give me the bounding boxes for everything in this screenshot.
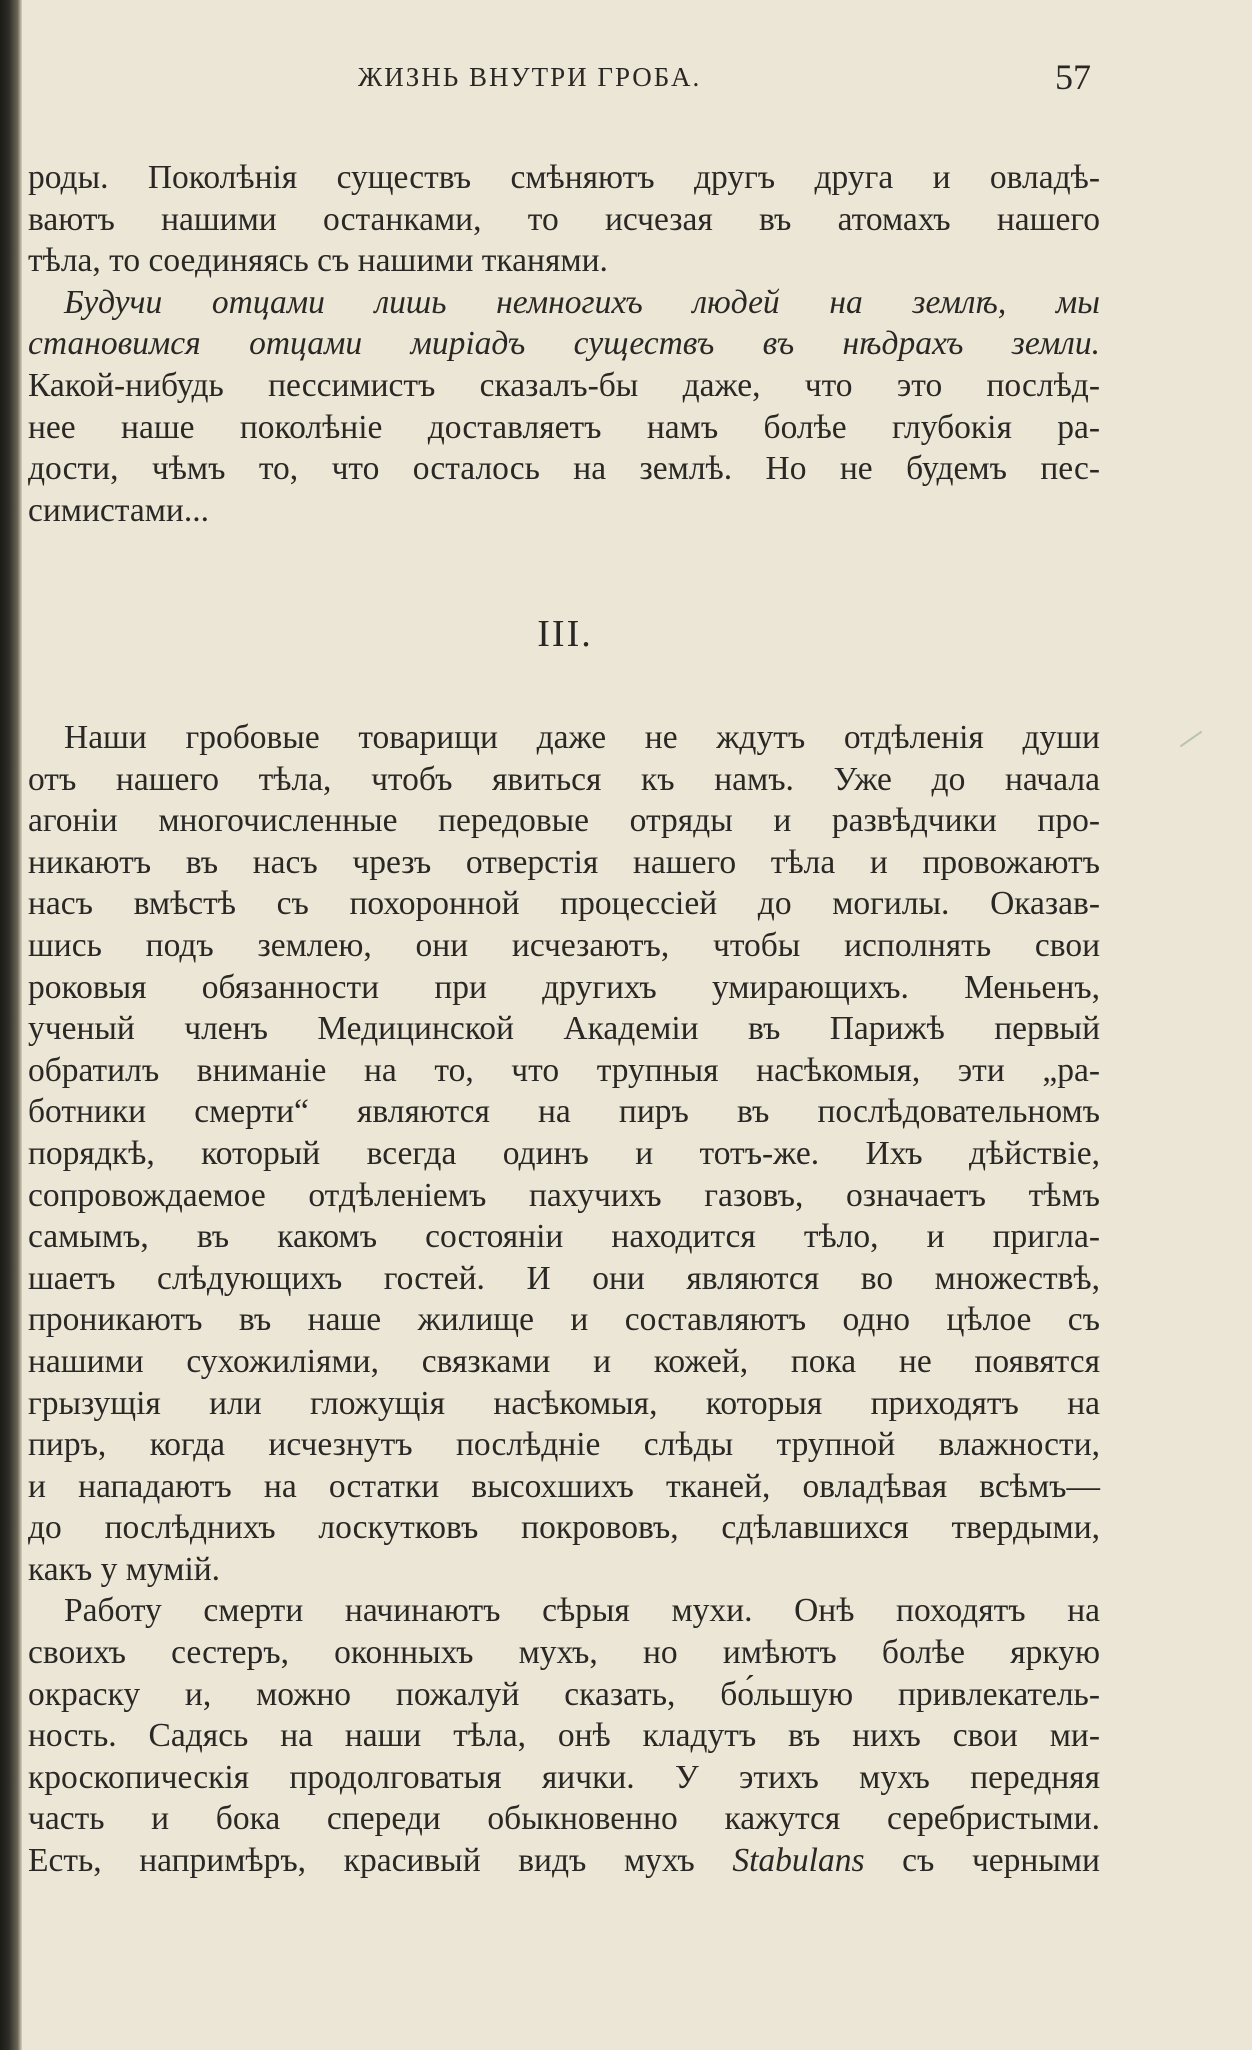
text-line: роковыя обязанности при другихъ умирающихъ. Меньенъ,	[28, 968, 1100, 1006]
text-line: Наши гробовые товарищи даже не ждутъ отдѣленія души	[64, 719, 1100, 756]
text-line: проникаютъ въ наше жилище и составляютъ одно цѣлое съ	[28, 1301, 1100, 1339]
text-line-italic: становимся отцами миріадъ существъ въ нѣдрахъ земли.	[28, 325, 1100, 363]
text-after-term: съ черными	[864, 1842, 1100, 1880]
text-line: роды. Поколѣнія существъ смѣняютъ другъ друга и овладѣ-	[28, 159, 1100, 196]
text-line: нее наше поколѣніе доставляетъ намъ болѣе глубокія ра-	[28, 408, 1100, 446]
text-line-italic: Будучи отцами лишь немногихъ людей на землѣ, мы	[64, 283, 1100, 321]
text-line: самымъ, въ какомъ состояніи находится тѣло, и пригла-	[28, 1218, 1100, 1256]
text-line: окраску и, можно пожалуй сказать, бо́льшую привлекатель-	[28, 1675, 1100, 1713]
text-line: насъ вмѣстѣ съ похоронной процессіей до могилы. Оказав-	[28, 885, 1100, 923]
text-line: пиръ, когда исчезнутъ послѣдніе слѣды трупной влажности,	[28, 1426, 1100, 1464]
text-line: сопровождаемое отдѣленіемъ пахучихъ газовъ, означаетъ тѣмъ	[28, 1176, 1100, 1214]
text-line: ваютъ нашими останками, то исчезая въ атомахъ нашего	[28, 200, 1100, 238]
text-line: дости, чѣмъ то, что осталось на землѣ. Но не будемъ пес-	[28, 450, 1100, 488]
text-line: своихъ сестеръ, оконныхъ мухъ, но имѣютъ болѣе яркую	[28, 1634, 1100, 1672]
text-line: никаютъ въ насъ чрезъ отверстія нашего тѣла и провожаютъ	[28, 843, 1100, 881]
text-line: симистами...	[28, 491, 209, 529]
text-line: Работу смерти начинаютъ сѣрыя мухи. Онѣ походятъ на	[64, 1592, 1100, 1630]
page-header	[0, 56, 1252, 106]
text-line: отъ нашего тѣла, чтобъ явиться къ намъ. Уже до начала	[28, 760, 1100, 798]
text-line: часть и бока спереди обыкновенно кажутся серебристыми.	[28, 1800, 1100, 1838]
text-block-top	[28, 157, 1100, 531]
text-line-with-italic-term	[28, 1840, 1100, 1882]
text-line: кроскопическія продолговатыя яички. У этихъ мухъ передняя	[28, 1758, 1100, 1796]
text-line: шаетъ слѣдующихъ гостей. И они являются во множествѣ,	[28, 1259, 1100, 1297]
page-number: 57	[1055, 57, 1091, 97]
text-line: грызущія или гложущія насѣкомыя, которыя приходятъ на	[28, 1384, 1100, 1422]
running-title: ЖИЗНЬ ВНУТРИ ГРОБА.	[358, 62, 702, 92]
text-line: нашими сухожиліями, связками и кожей, пока не появятся	[28, 1342, 1100, 1380]
text-line: ность. Садясь на наши тѣла, онѣ кладутъ въ нихъ свои ми-	[28, 1717, 1100, 1755]
text-line: до послѣднихъ лоскутковъ покрововъ, сдѣлавшихся твердыми,	[28, 1509, 1100, 1547]
text-line: агоніи многочисленные передовые отряды и развѣдчики про-	[28, 802, 1100, 840]
text-line: ботники смерти“ являются на пиръ въ послѣдовательномъ	[28, 1093, 1100, 1131]
text-line: Какой-нибудь пессимистъ сказалъ-бы даже, что это послѣд-	[28, 366, 1100, 404]
text-block-bottom	[28, 717, 1100, 1882]
text-line: какъ у мумій.	[28, 1550, 221, 1588]
text-before-term: Есть, напримѣръ, красивый видъ мухъ	[28, 1842, 733, 1880]
italic-term: Stabulans	[732, 1842, 865, 1880]
text-line: обратилъ вниманіе на то, что трупныя насѣкомыя, эти „ра-	[28, 1051, 1100, 1089]
section-heading: III.	[537, 613, 593, 655]
text-line: и нападаютъ на остатки высохшихъ тканей, овладѣвая всѣмъ—	[28, 1467, 1100, 1505]
text-line: тѣла, то соединяясь съ нашими тканями.	[28, 242, 608, 280]
text-line: ученый членъ Медицинской Академіи въ Парижѣ первый	[28, 1010, 1100, 1048]
text-line: шись подъ землею, они исчезаютъ, чтобы исполнять свои	[28, 926, 1100, 964]
ink-mark	[1180, 731, 1202, 748]
text-line: порядкѣ, который всегда одинъ и тотъ-же. Ихъ дѣйствіе,	[28, 1134, 1100, 1172]
